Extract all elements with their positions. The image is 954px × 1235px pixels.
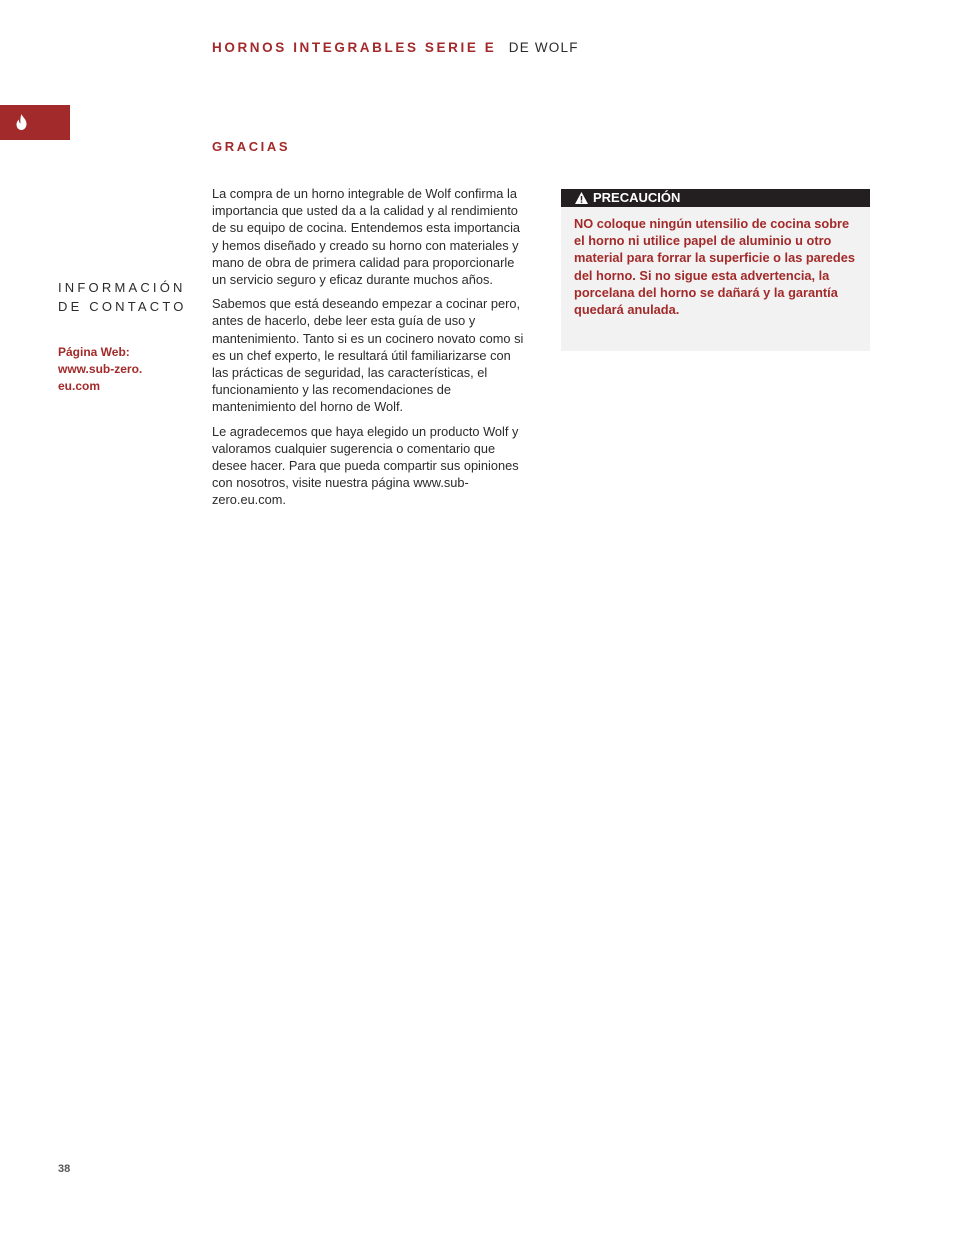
contact-label — [58, 278, 187, 316]
web-label: Página Web: — [58, 345, 130, 359]
warning-triangle-icon — [575, 192, 588, 204]
caution-header — [561, 189, 870, 207]
section-title: GRACIAS — [212, 139, 291, 154]
header-sub: DE WOLF — [508, 40, 579, 55]
flame-icon — [15, 114, 28, 130]
caution-title: PRECAUCIÓN — [593, 190, 681, 205]
paragraph-1: La compra de un horno integrable de Wolf confirma la importancia que usted da a la calidad y al rendimiento de su equipo de cocina. Entendemos esta importancia y hemos diseñado y creado su horno con materiales y mano de obra de primera calidad para proporcionarle un servicio seguro y eficaz durante muchos años. — [212, 186, 521, 288]
page-header — [212, 40, 579, 55]
contact-label-line1: INFORMACIÓN — [58, 280, 186, 295]
paragraph-3: Le agradecemos que haya elegido un producto Wolf y valoramos cualquier sugerencia o comentario que desee hacer. Para que pueda compartir sus opiniones con nosotros, visite nuestra página www.sub-zero.eu.com. — [212, 423, 519, 508]
caution-box — [561, 189, 870, 351]
section-tab — [0, 105, 70, 140]
contact-label-line2: DE CONTACTO — [58, 299, 187, 314]
page-number: 38 — [58, 1163, 71, 1175]
caution-text: NO coloque ningún utensilio de cocina sobre el horno ni utilice papel de aluminio u otro material para forrar la superficie o las paredes del horno. Si no sigue esta advertencia, la porcelana del horno se dañará y la garantía quedará anulada. — [574, 216, 855, 318]
web-url-line1: www.sub-zero. — [58, 362, 143, 376]
contact-web — [58, 344, 168, 395]
web-url-line2: eu.com — [58, 379, 101, 393]
paragraph-2: Sabemos que está deseando empezar a cocinar pero, antes de hacerlo, debe leer esta guía de uso y mantenimiento. Tanto si es un cocinero novato como si es un chef experto, le resultará útil familiarizarse con las prácticas de seguridad, las características, el funcionamiento y las recomendaciones de mantenimiento del horno de Wolf. — [212, 296, 524, 415]
body-text — [212, 185, 528, 516]
header-brand: HORNOS INTEGRABLES SERIE E — [212, 40, 497, 55]
